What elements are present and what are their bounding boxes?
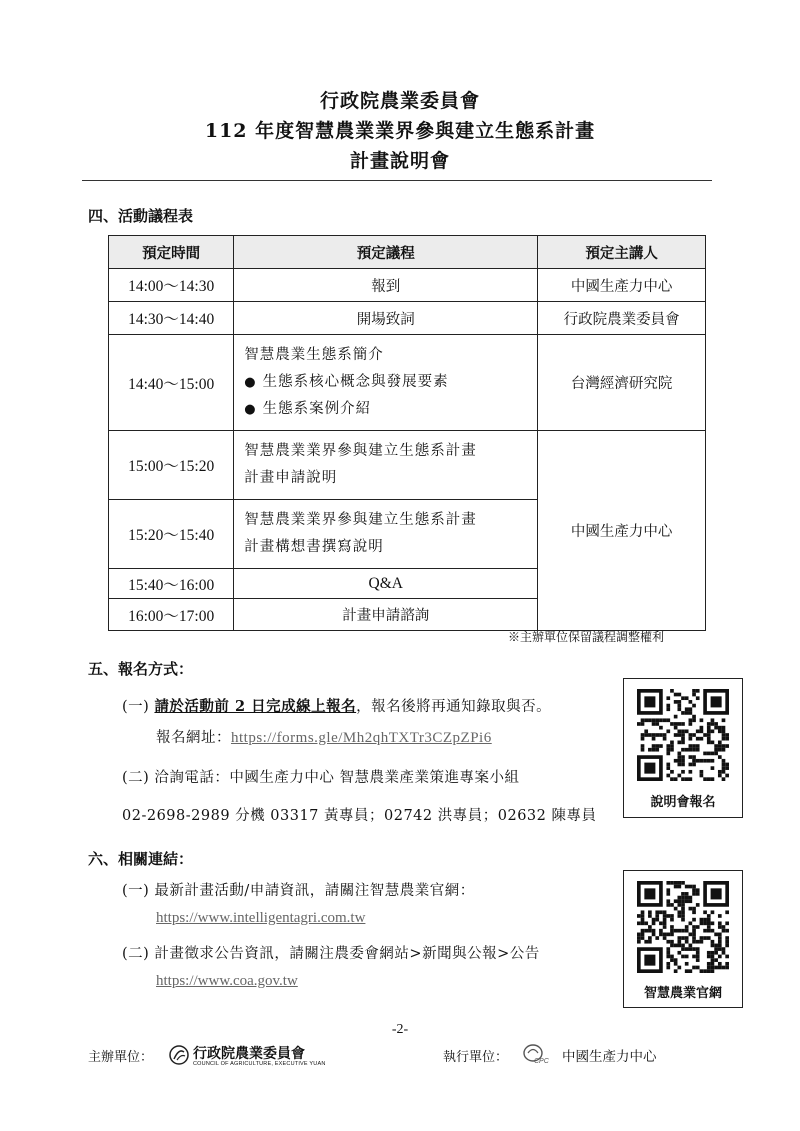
contact-line: (二) 洽詢電話：中國生產力中心 智慧農業產業策進專案小組 — [122, 770, 520, 786]
table-row — [109, 431, 706, 500]
row-time: 15:40～16:00 — [109, 569, 234, 599]
intelligentagri-link[interactable]: https://www.intelligentagri.com.tw — [156, 910, 366, 926]
agenda-bullet: ● 生態系案例介紹 — [244, 396, 537, 423]
table-row — [109, 335, 706, 431]
table-header-row — [109, 236, 706, 269]
section-4-heading: 四、活動議程表 — [88, 207, 194, 225]
agenda-bullet: ● 生態系核心概念與發展要素 — [244, 369, 537, 396]
row-agenda — [234, 500, 538, 569]
item-prefix: (一) — [122, 699, 150, 715]
registration-item-1 — [122, 695, 551, 716]
row-agenda: 報到 — [234, 269, 538, 302]
agenda-line: 智慧農業業界參與建立生態系計畫 — [244, 512, 477, 528]
agenda-line: 智慧農業業界參與建立生態系計畫 — [244, 443, 477, 459]
row-time: 14:40～15:00 — [109, 335, 234, 431]
qr-label: 智慧農業官網 — [643, 985, 722, 1000]
row-speaker: 行政院農業委員會 — [538, 302, 706, 335]
registration-qr-card — [623, 678, 743, 818]
links-item-1: (一) 最新計畫活動/申請資訊，請關注智慧農業官網： — [122, 883, 475, 899]
row-speaker: 台灣經濟研究院 — [538, 335, 706, 431]
page-subtitle-2: 計畫說明會 — [349, 150, 450, 172]
registration-deadline: 請於活動前 2 日完成線上報名 — [154, 698, 357, 715]
row-time: 15:00～15:20 — [109, 431, 234, 500]
section-5-heading: 五、報名方式： — [88, 660, 194, 678]
links-item-2: (二) 計畫徵求公告資訊，請關注農委會網站>新聞與公報>公告 — [122, 946, 540, 962]
row-time: 14:30～14:40 — [109, 302, 234, 335]
cpc-logo-icon — [522, 1042, 556, 1066]
coa-link[interactable]: https://www.coa.gov.tw — [156, 973, 298, 989]
header-divider — [82, 180, 712, 181]
url-label: 報名網址： — [156, 730, 231, 746]
qr-code-icon[interactable] — [637, 689, 729, 781]
col-speaker-header: 預定主講人 — [538, 236, 706, 269]
row-agenda: 計畫申請諮詢 — [234, 599, 538, 631]
merged-speaker: 中國生產力中心 — [538, 431, 706, 631]
row-agenda: Q&A — [234, 569, 538, 599]
host-name-en: COUNCIL OF AGRICULTURE, EXECUTIVE YUAN — [193, 1061, 326, 1067]
qr-label: 說明會報名 — [650, 794, 716, 809]
registration-link[interactable]: https://forms.gle/Mh2qhTXTr3CZpZPi6 — [231, 730, 492, 746]
section-6-heading: 六、相關連結： — [88, 850, 194, 868]
agenda-line: 計畫申請說明 — [244, 470, 338, 486]
page-number: -2- — [391, 1022, 409, 1037]
page-title: 行政院農業委員會 — [319, 90, 480, 112]
coa-logo-icon — [168, 1044, 190, 1066]
row-speaker: 中國生產力中心 — [538, 269, 706, 302]
registration-rest: ，報名後將再通知錄取與否。 — [356, 699, 552, 715]
agenda-line: 計畫構想書撰寫說明 — [244, 539, 384, 555]
table-row — [109, 269, 706, 302]
row-time: 14:00～14:30 — [109, 269, 234, 302]
agenda-note: ※主辦單位保留議程調整權利 — [508, 630, 665, 644]
col-agenda-header: 預定議程 — [234, 236, 538, 269]
row-agenda — [234, 335, 538, 431]
exec-name: 中國生產力中心 — [562, 1049, 657, 1065]
row-time: 16:00～17:00 — [109, 599, 234, 631]
exec-label: 執行單位： — [443, 1050, 509, 1065]
row-agenda: 開場致詞 — [234, 302, 538, 335]
contact-phones: 02-2698-2989 分機 03317 黃專員；02742 洪專員；02632 陳專員 — [122, 808, 597, 824]
cpc-logo-text: CPC — [534, 1058, 549, 1065]
agenda-title: 智慧農業生態系簡介 — [244, 347, 384, 363]
page-subtitle: 112 年度智慧農業業界參與建立生態系計畫 — [204, 120, 596, 142]
qr-code-icon[interactable] — [637, 881, 729, 973]
col-time-header: 預定時間 — [109, 236, 234, 269]
row-time: 15:20～15:40 — [109, 500, 234, 569]
agenda-table — [108, 235, 706, 631]
registration-url-line — [156, 726, 492, 747]
host-label: 主辦單位： — [88, 1050, 154, 1065]
row-agenda — [234, 431, 538, 500]
host-name: 行政院農業委員會 — [193, 1046, 305, 1062]
table-row — [109, 302, 706, 335]
agri-website-qr-card — [623, 870, 743, 1008]
